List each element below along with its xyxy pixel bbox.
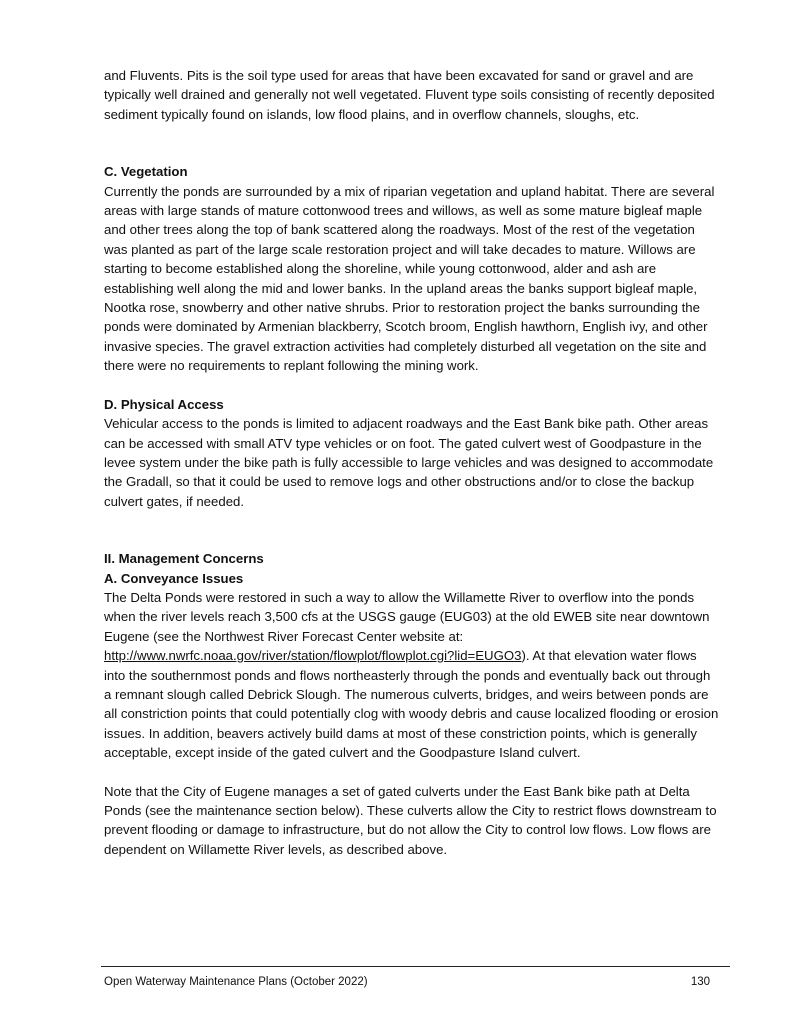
document-page <box>104 66 719 859</box>
nwrfc-flowplot-link[interactable]: http://www.nwrfc.noaa.gov/river/station/flowplot/flowplot.cgi?lid=EUGO3 <box>104 648 522 664</box>
spacer <box>104 511 719 549</box>
conveyance-issues-heading: A. Conveyance Issues <box>104 570 244 586</box>
culverts-note-paragraph: Note that the City of Eugene manages a set of gated culverts under the East Bank bike path at Delta Ponds (see the maintenance section below). These culverts allow the City to restrict flows downstream to prevent flooding or damage to infrastructure, but do not allow the City to control low flows. Low flows are dependent on Willamette River levels, as described above. <box>104 783 717 857</box>
physical-access-heading: D. Physical Access <box>104 396 224 412</box>
page-footer <box>104 975 710 989</box>
footer-divider <box>101 966 730 967</box>
footer-title: Open Waterway Maintenance Plans (October 2022) <box>104 976 368 988</box>
vegetation-paragraph: Currently the ponds are surrounded by a mix of riparian vegetation and upland habitat. There are several areas with large stands of mature cottonwood trees and willows, as well as some mature bigleaf maple and other trees along the top of bank scattered along the roadways. Most of the rest of the vegetation was planted as part of the large scale restoration project and will take decades to mature. Willows are starting to become established along the shoreline, while young cottonwood, alder and ash are establishing well along the mid and lower banks. In the upland areas the banks support bigleaf maple, Nootka rose, snowberry and other native shrubs. Prior to restoration project the banks surrounding the ponds were dominated by Armenian blackberry, Scotch broom, English hawthorn, English ivy, and other invasive species. The gravel extraction activities had completely disturbed all vegetation on the site and there were no requirements to replant following the mining work. <box>104 183 715 374</box>
spacer <box>104 763 719 782</box>
intro-paragraph: and Fluvents. Pits is the soil type used for areas that have been excavated for sand or gravel and are typically well drained and generally not well vegetated. Fluvent type soils consisting of recently deposited sediment typically found on islands, low flood plains, and in overflow channels, sloughs, etc. <box>104 68 715 122</box>
conveyance-text-before-link: The Delta Ponds were restored in such a way to allow the Willamette River to overflow into the ponds when the river levels reach 3,500 cfs at the USGS gauge (EUG03) at the old EWEB site near downtown Eugene (see the Northwest River Forecast Center website at: <box>104 589 710 644</box>
conveyance-text-after-link: ). At that elevation water flows into the southernmost ponds and flows northeasterly through the ponds and eventually back out through a remnant slough called Debrick Slough. The numerous culverts, bridges, and weirs between ponds are all constriction points that could potentially clog with woody debris and cause localized flooding or erosion issues. In addition, beavers actively build dams at most of these constriction points, which is generally acceptable, except inside of the gated culvert and the Goodpasture Island culvert. <box>104 648 719 761</box>
conveyance-paragraph <box>104 588 719 763</box>
spacer <box>104 376 719 395</box>
management-concerns-heading: II. Management Concerns <box>104 551 264 567</box>
physical-access-paragraph: Vehicular access to the ponds is limited to adjacent roadways and the East Bank bike path. Other areas can be accessed with small ATV type vehicles or on foot. The gated culvert west of Goodpasture in the levee system under the bike path is fully accessible to large vehicles and was designed to accommodate the Gradall, so that it could be used to remove logs and other obstructions and/or to close the backup culvert gates, if needed. <box>104 416 714 509</box>
page-number: 130 <box>690 976 710 988</box>
vegetation-heading: C. Vegetation <box>104 164 188 180</box>
spacer <box>104 124 719 162</box>
